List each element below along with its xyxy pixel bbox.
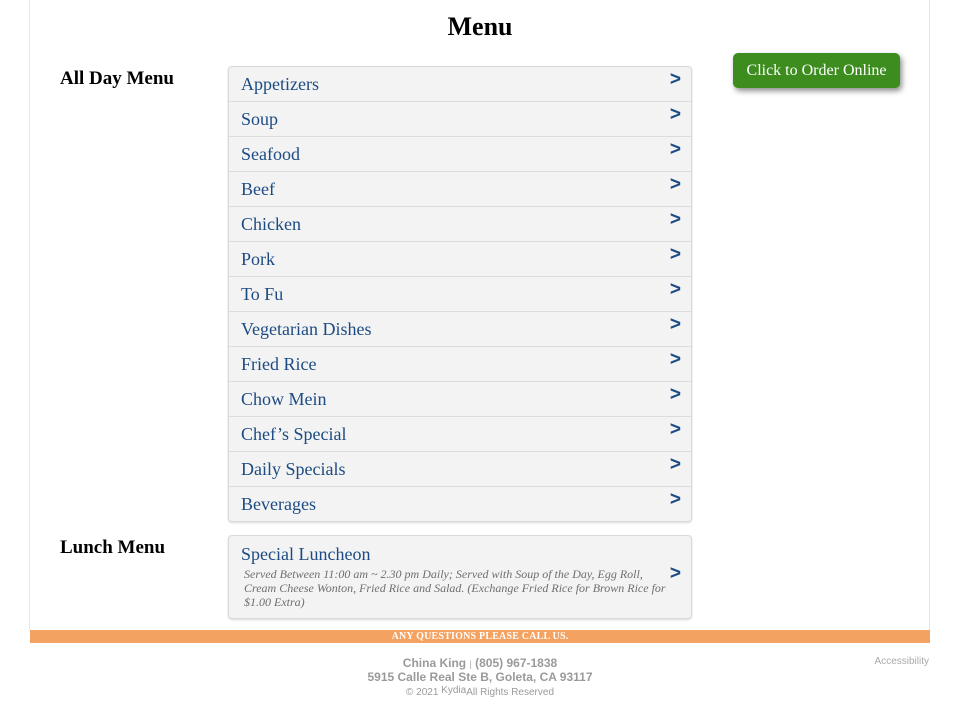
- menu-item-label: Beverages: [241, 494, 316, 514]
- menu-item-label: Special Luncheon: [241, 544, 371, 564]
- all-day-menu-heading: All Day Menu: [60, 68, 174, 89]
- menu-item-pork[interactable]: [229, 242, 691, 277]
- menu-item-label: Vegetarian Dishes: [241, 319, 372, 339]
- chevron-right-icon: >: [669, 174, 681, 195]
- footer-contact: [0, 656, 960, 670]
- menu-item-beverages[interactable]: [229, 487, 691, 521]
- menu-item-label: Chow Mein: [241, 389, 327, 409]
- menu-item-to-fu[interactable]: [229, 277, 691, 312]
- menu-item-label: Pork: [241, 249, 276, 269]
- chevron-right-icon: >: [669, 69, 681, 90]
- page-title: Menu: [447, 12, 513, 41]
- kydia-link[interactable]: Kydia: [441, 685, 467, 696]
- menu-item-description: Served Between 11:00 am ~ 2.30 pm Daily; Served with Soup of the Day, Egg Roll, Cream Cheese Wonton, Fried Rice and Salad. (Exchange Fried Rice for Brown Rice for $1.00 Extra): [244, 567, 666, 609]
- menu-item-label: To Fu: [241, 284, 284, 304]
- accessibility-link[interactable]: Accessibility: [874, 656, 929, 667]
- menu-item-beef[interactable]: [229, 172, 691, 207]
- chevron-right-icon: >: [669, 104, 681, 125]
- menu-item-chicken[interactable]: [229, 207, 691, 242]
- menu-item-label: Beef: [241, 179, 275, 199]
- menu-item-label: Soup: [241, 109, 279, 129]
- menu-item-fried-rice[interactable]: [229, 347, 691, 382]
- chevron-right-icon: >: [669, 419, 681, 440]
- menu-item-daily-specials[interactable]: [229, 452, 691, 487]
- chevron-right-icon: >: [669, 454, 681, 475]
- chevron-right-icon: >: [669, 139, 681, 160]
- menu-item-vegetarian-dishes[interactable]: [229, 312, 691, 347]
- menu-item-soup[interactable]: [229, 102, 691, 137]
- lunch-menu-heading: Lunch Menu: [60, 537, 166, 558]
- chevron-right-icon: >: [669, 279, 681, 300]
- menu-item-seafood[interactable]: [229, 137, 691, 172]
- all-day-menu-list: [228, 66, 692, 522]
- footer-copyright: [0, 687, 960, 698]
- order-online-button[interactable]: Click to Order Online: [733, 53, 900, 88]
- menu-item-label: Seafood: [241, 144, 300, 164]
- rights-text: All Rights Reserved: [466, 687, 554, 698]
- footer-address: 5915 Calle Real Ste B, Goleta, CA 93117: [367, 670, 593, 684]
- chevron-right-icon: >: [669, 349, 681, 370]
- chevron-right-icon: >: [669, 563, 681, 584]
- restaurant-name: China King: [402, 656, 467, 670]
- menu-item-label: Fried Rice: [241, 354, 317, 374]
- menu-item-appetizers[interactable]: [229, 67, 691, 102]
- chevron-right-icon: >: [669, 314, 681, 335]
- chevron-right-icon: >: [669, 489, 681, 510]
- chevron-right-icon: >: [669, 384, 681, 405]
- menu-item-label: Daily Specials: [241, 459, 346, 479]
- call-us-banner: ANY QUESTIONS PLEASE CALL US.: [30, 630, 930, 643]
- chevron-right-icon: >: [669, 209, 681, 230]
- menu-item-label: Chicken: [241, 214, 301, 234]
- menu-item-label: Chef’s Special: [241, 424, 347, 444]
- phone-link[interactable]: (805) 967-1838: [475, 656, 558, 670]
- menu-item-label: Appetizers: [241, 74, 319, 94]
- menu-item-chefs-special[interactable]: [229, 417, 691, 452]
- footer-separator: |: [469, 659, 472, 669]
- lunch-menu-list: [228, 535, 692, 619]
- menu-item-chow-mein[interactable]: [229, 382, 691, 417]
- menu-item-special-luncheon[interactable]: [229, 536, 691, 618]
- copyright-year: © 2021: [405, 687, 439, 698]
- chevron-right-icon: >: [669, 244, 681, 265]
